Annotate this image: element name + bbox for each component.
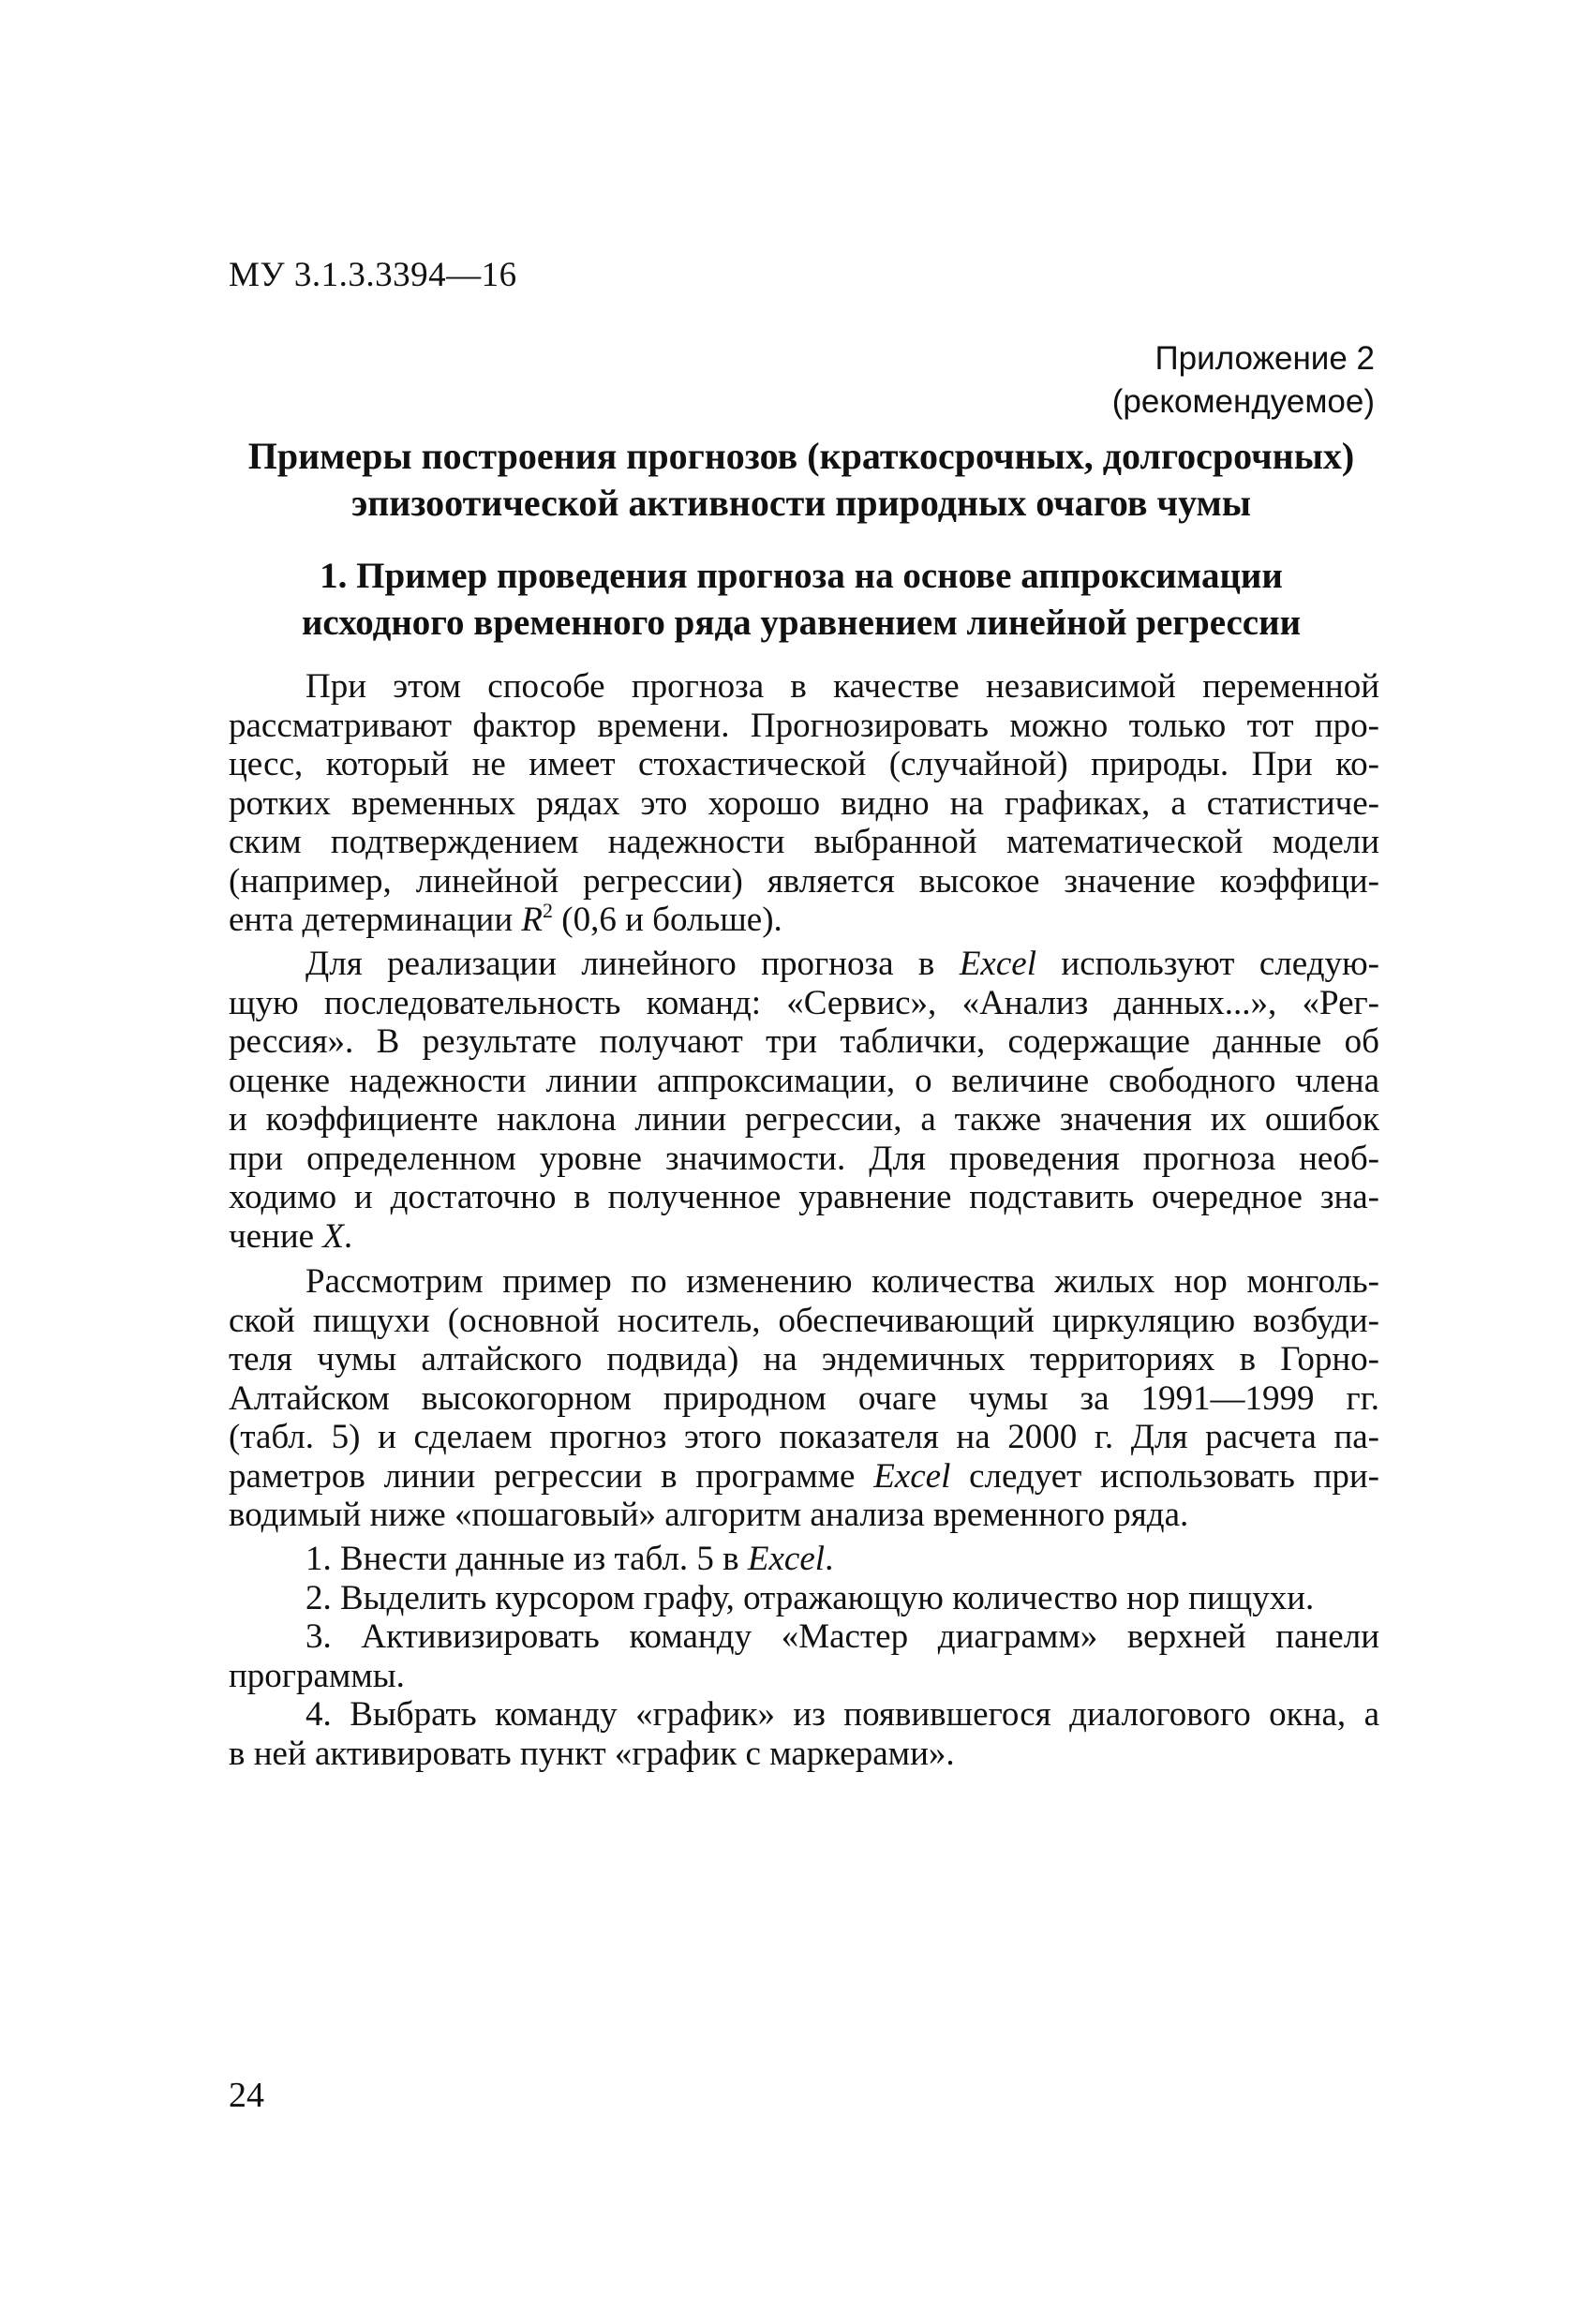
paragraph-2-line: оценке надежности линии аппроксимации, о величине свободного члена bbox=[229, 1061, 1379, 1100]
main-title bbox=[225, 433, 1378, 527]
text-fragment: (0,6 и больше). bbox=[553, 901, 782, 939]
paragraph-1-line: ским подтверждением надежности выбранной математической модели bbox=[229, 823, 1379, 861]
superscript: 2 bbox=[543, 899, 553, 922]
paragraph-3-line: водимый ниже «пошаговый» алгоритм анализа временного ряда. bbox=[229, 1496, 1189, 1534]
paragraph-1-line: рассматривают фактор времени. Прогнозировать можно только тот про- bbox=[229, 706, 1379, 745]
page-number: 24 bbox=[229, 2076, 264, 2115]
step-1 bbox=[229, 1540, 1379, 1579]
section-title bbox=[225, 553, 1378, 647]
paragraph-3-line: Алтайском высокогорном природном очаге чумы за 1991—1999 гг. bbox=[229, 1378, 1379, 1418]
paragraph-3-line: ской пищухи (основной носитель, обеспечивающий циркуляцию возбуди- bbox=[229, 1301, 1379, 1340]
paragraph-1 bbox=[229, 667, 1379, 940]
variable-x: X bbox=[322, 1216, 344, 1256]
text-fragment: раметров линии регрессии в программе bbox=[229, 1456, 874, 1496]
section-title-line-1: 1. Пример проведения прогноза на основе аппроксимации bbox=[320, 556, 1283, 596]
main-title-line-1: Примеры построения прогнозов (краткосрочных, долгосрочных) bbox=[247, 435, 1355, 477]
text-fragment: . bbox=[343, 1216, 353, 1256]
step-4-line: в ней активировать пункт «график с маркерами». bbox=[229, 1734, 955, 1773]
text-fragment: следует использовать при- bbox=[950, 1456, 1379, 1496]
text-fragment: Для реализации линейного прогноза в bbox=[305, 945, 960, 983]
document-code: МУ 3.1.3.3394—16 bbox=[229, 256, 517, 294]
step-2: 2. Выделить курсором графу, отражающую количество нор пищухи. bbox=[305, 1578, 1315, 1617]
appendix-number: Приложение 2 bbox=[1155, 340, 1375, 377]
excel-term: Excel bbox=[959, 945, 1036, 983]
paragraph-1-line bbox=[229, 901, 1379, 940]
step-3-line: программы. bbox=[229, 1656, 405, 1695]
paragraph-1-line: (например, линейной регрессии) является высокое значение коэффици- bbox=[229, 861, 1379, 901]
section-title-line-2: исходного временного ряда уравнением линейной регрессии bbox=[301, 603, 1302, 643]
variable-r: R bbox=[521, 901, 543, 939]
paragraph-1-line: При этом способе прогноза в качестве независимой переменной bbox=[305, 667, 1379, 706]
step-list bbox=[229, 1540, 1379, 1773]
paragraph-3-line bbox=[229, 1457, 1379, 1497]
text-fragment: . bbox=[825, 1540, 834, 1578]
step-3-line: 3. Активизировать команду «Мастер диаграмм» верхней панели bbox=[305, 1617, 1379, 1656]
paragraph-1-line: цесс, который не имеет стохастической (случайной) природы. При ко- bbox=[229, 745, 1379, 783]
paragraph-2-line bbox=[229, 945, 1379, 984]
paragraph-3-line: Рассмотрим пример по изменению количества жилых нор монголь- bbox=[305, 1262, 1379, 1301]
paragraph-3-line: теля чумы алтайского подвида) на эндемичных территориях в Горно- bbox=[229, 1340, 1379, 1378]
paragraph-3-line: (табл. 5) и сделаем прогноз этого показателя на 2000 г. Для расчета па- bbox=[229, 1418, 1379, 1456]
step-4-line: 4. Выбрать команду «график» из появившегося диалогового окна, а bbox=[305, 1695, 1379, 1734]
paragraph-2-line: ходимо и достаточно в полученное уравнение подставить очередное зна- bbox=[229, 1178, 1379, 1216]
paragraph-2-line: рессия». В результате получают три таблички, содержащие данные об bbox=[229, 1022, 1379, 1061]
text-fragment: 1. Внести данные из табл. 5 в bbox=[305, 1540, 748, 1578]
paragraph-2-line: и коэффициенте наклона линии регрессии, а также значения их ошибок bbox=[229, 1100, 1379, 1139]
excel-term: Excel bbox=[747, 1540, 826, 1578]
paragraph-2-line bbox=[229, 1217, 1379, 1257]
paragraph-2 bbox=[229, 945, 1379, 1256]
text-fragment: чение bbox=[229, 1216, 323, 1256]
main-title-line-2: эпизоотической активности природных очагов чумы bbox=[350, 482, 1252, 524]
excel-term: Excel bbox=[873, 1456, 951, 1496]
appendix-status: (рекомендуемое) bbox=[1111, 383, 1375, 420]
paragraph-1-line: ротких временных рядах это хорошо видно на графиках, а статистиче- bbox=[229, 783, 1379, 823]
appendix-label bbox=[1112, 337, 1375, 424]
paragraph-3 bbox=[229, 1262, 1379, 1535]
paragraph-2-line: щую последовательность команд: «Сервис», «Анализ данных...», «Рег- bbox=[229, 983, 1379, 1022]
paragraph-2-line: при определенном уровне значимости. Для проведения прогноза необ- bbox=[229, 1139, 1379, 1178]
text-fragment: ента детерминации bbox=[229, 901, 522, 939]
text-fragment: используют следую- bbox=[1035, 945, 1379, 983]
